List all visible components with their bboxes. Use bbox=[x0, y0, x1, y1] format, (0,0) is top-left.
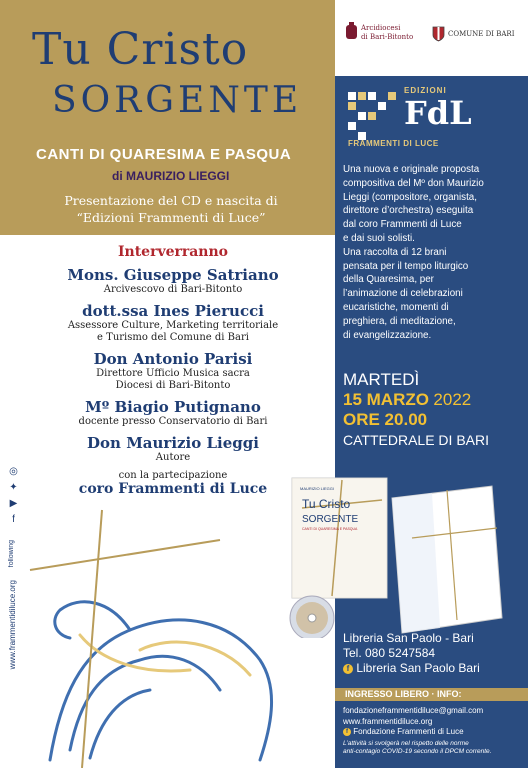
fdl-mosaic-icon bbox=[344, 88, 402, 142]
author: di MAURIZIO LIEGGI bbox=[112, 169, 230, 183]
cd-case-back bbox=[292, 478, 387, 598]
title-line-2: SORGENTE bbox=[52, 80, 303, 121]
fdl-monogram: FdL bbox=[404, 94, 472, 132]
cd-product-image bbox=[272, 468, 527, 638]
covid-note: anti-contagio COVID-19 secondo il DPCM corrente. bbox=[343, 747, 492, 755]
speaker-name: Don Maurizio Lieggi bbox=[87, 434, 259, 452]
speaker-name: dott.ssa Ines Pierucci bbox=[82, 302, 264, 320]
cd-title-2: SORGENTE bbox=[302, 514, 359, 525]
speaker-role: docente presso Conservatorio di Bari bbox=[78, 416, 268, 427]
shop-phone[interactable]: Tel. 080 5247584 bbox=[343, 646, 436, 660]
description-line: e dai suoi solisti. bbox=[343, 232, 415, 244]
description-line: l’animazione di celebrazioni bbox=[343, 288, 463, 300]
speaker-role: Direttore Ufficio Musica sacra bbox=[96, 368, 250, 379]
subtitle: CANTI DI QUARESIMA E PASQUA bbox=[36, 146, 292, 163]
speaker-role: Autore bbox=[155, 452, 191, 463]
archdiocese-name: di Bari-Bitonto bbox=[361, 33, 414, 41]
contact-facebook[interactable]: Fondazione Frammenti di Luce bbox=[353, 727, 464, 736]
edizioni-label: EDIZIONI bbox=[404, 86, 447, 95]
speakers-list bbox=[20, 244, 326, 497]
cd-title-1: Tu Cristo bbox=[302, 497, 351, 511]
description-line: Lieggi (compositore, organista, bbox=[343, 191, 477, 203]
speaker-role: e Turismo del Comune di Bari bbox=[97, 332, 249, 343]
facebook-icon: f bbox=[343, 728, 351, 736]
lamb-illustration bbox=[20, 500, 310, 768]
youtube-icon[interactable]: ▶ bbox=[9, 498, 18, 509]
twitter-icon[interactable]: ✦ bbox=[9, 482, 18, 493]
archdiocese-crest-icon bbox=[345, 22, 358, 40]
shop-facebook[interactable]: Libreria San Paolo Bari bbox=[356, 661, 480, 675]
title-line-1: Tu Cristo bbox=[32, 24, 249, 75]
shop-name: Libreria San Paolo - Bari bbox=[343, 631, 474, 645]
contact-email[interactable]: fondazioneframmentidiluce@gmail.com bbox=[343, 706, 484, 715]
facebook-icon: f bbox=[343, 664, 353, 674]
speaker-role: Diocesi di Bari-Bitonto bbox=[115, 380, 231, 391]
shop-info bbox=[343, 631, 523, 676]
speaker-name: Don Antonio Parisi bbox=[93, 350, 253, 368]
presentation bbox=[16, 192, 326, 226]
edizioni-fdl-logo bbox=[344, 82, 524, 152]
archdiocese-logo bbox=[345, 22, 425, 45]
following-label: following bbox=[8, 540, 15, 568]
description-line: pensata per il tempo liturgico bbox=[343, 260, 469, 272]
event-info bbox=[343, 370, 523, 448]
participation-label: con la partecipazione bbox=[118, 470, 228, 481]
choir-name: coro Frammenti di Luce bbox=[78, 481, 268, 497]
event-date: 15 MARZO bbox=[343, 390, 429, 409]
speaker-name: Mº Biagio Putignano bbox=[85, 398, 261, 416]
cd-author: MAURIZIO LIEGGI bbox=[300, 486, 335, 491]
speaker-role: Arcivescovo di Bari-Bitonto bbox=[103, 284, 243, 295]
interverranno-label: Interverranno bbox=[117, 244, 229, 260]
speaker-role: Assessore Culture, Marketing territoriale bbox=[67, 320, 279, 331]
cd-booklet bbox=[392, 486, 502, 633]
lamb-strokes bbox=[50, 602, 272, 760]
description-line: Una raccolta di 12 brani bbox=[343, 246, 447, 258]
fdl-subtitle: FRAMMENTI DI LUCE bbox=[348, 139, 439, 148]
description-line: di evangelizzazione. bbox=[343, 329, 432, 341]
description-line: della Quaresima, per bbox=[343, 274, 434, 286]
comune-crest-icon bbox=[432, 26, 445, 42]
cd-disc bbox=[290, 596, 334, 638]
cross bbox=[30, 510, 220, 768]
event-day: MARTEDÌ bbox=[343, 370, 420, 389]
instagram-icon[interactable]: ◎ bbox=[9, 466, 18, 477]
presentation-line: Presentazione del CD e nascita di bbox=[64, 193, 278, 208]
comune-logo bbox=[432, 26, 515, 47]
contact-website[interactable]: www.frammentidiluce.org bbox=[343, 716, 433, 726]
cd-subtitle: CANTI DI QUARESIMA E PASQUA bbox=[302, 527, 358, 531]
event-time: ORE 20.00 bbox=[343, 410, 428, 429]
ingresso-banner: INGRESSO LIBERO · INFO: bbox=[335, 688, 528, 701]
description-line: direttore d’orchestra) eseguita bbox=[343, 205, 474, 217]
description-line: preghiera, di meditazione, bbox=[343, 315, 456, 327]
description-line: Una nuova e originale proposta bbox=[343, 164, 480, 175]
archdiocese-name: Arcidiocesi bbox=[361, 24, 401, 32]
presentation-line: “Edizioni Frammenti di Luce” bbox=[76, 210, 266, 225]
description-line: eucaristiche, momenti di bbox=[343, 301, 449, 313]
description-line: dal coro Frammenti di Luce bbox=[343, 219, 462, 231]
website-vertical[interactable]: www.frammentidiluce.org bbox=[8, 580, 17, 670]
comune-name: COMUNE DI BARI bbox=[448, 30, 515, 38]
contacts bbox=[343, 706, 523, 756]
covid-note: L’attività si svolgerà nel rispetto delle norme bbox=[343, 739, 469, 747]
event-place: CATTEDRALE DI BARI bbox=[343, 432, 489, 448]
facebook-icon[interactable]: f bbox=[12, 514, 15, 525]
description bbox=[343, 163, 523, 342]
speaker-name: Mons. Giuseppe Satriano bbox=[67, 266, 279, 284]
description-line: compositiva del Mº don Maurizio bbox=[343, 177, 484, 189]
event-year: 2022 bbox=[433, 390, 472, 409]
